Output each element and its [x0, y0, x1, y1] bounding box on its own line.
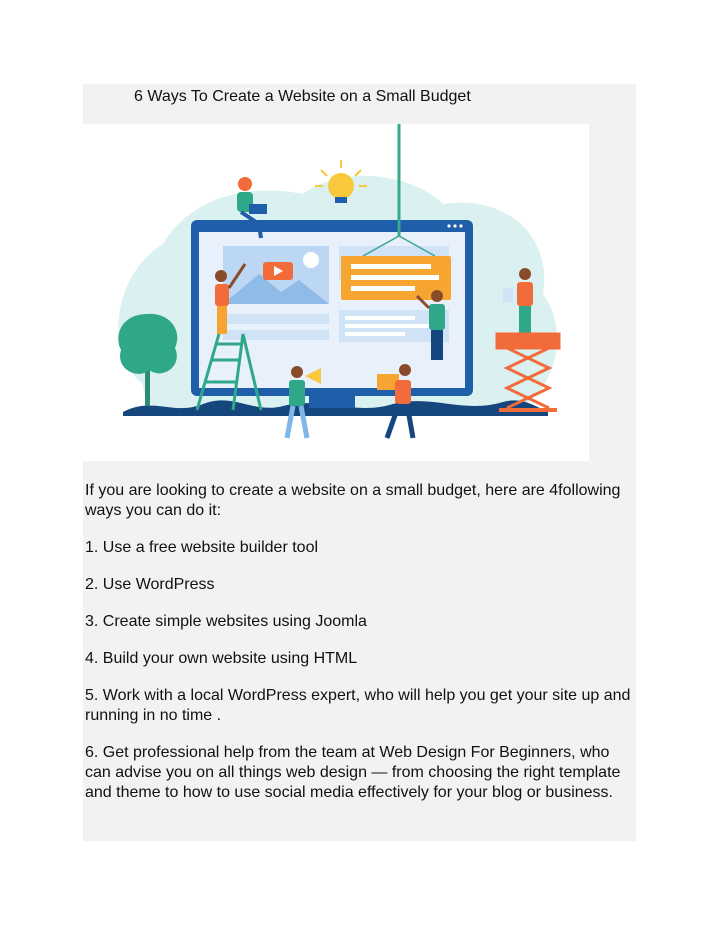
website-building-illustration — [83, 124, 589, 461]
list-item: 6. Get professional help from the team at Web Design For Beginners, who can advise you on all things web design — from choosing the right template and theme to how to use social media effectively for your blog or business. — [85, 744, 621, 801]
list-item: 4. Build your own website using HTML — [85, 650, 358, 667]
document-page — [83, 84, 636, 841]
intro-paragraph: If you are looking to create a website on a small budget, here are 4following ways you can do it: — [85, 482, 621, 519]
document-body — [85, 481, 633, 820]
list-item: 1. Use a free website builder tool — [85, 539, 319, 556]
ways-list — [85, 538, 633, 803]
list-item: 2. Use WordPress — [85, 576, 215, 593]
document-title: 6 Ways To Create a Website on a Small Budget — [134, 88, 471, 105]
hero-illustration — [83, 124, 589, 461]
list-item: 3. Create simple websites using Joomla — [85, 613, 367, 630]
list-item: 5. Work with a local WordPress expert, who will help you get your site up and running in no time . — [85, 687, 631, 724]
